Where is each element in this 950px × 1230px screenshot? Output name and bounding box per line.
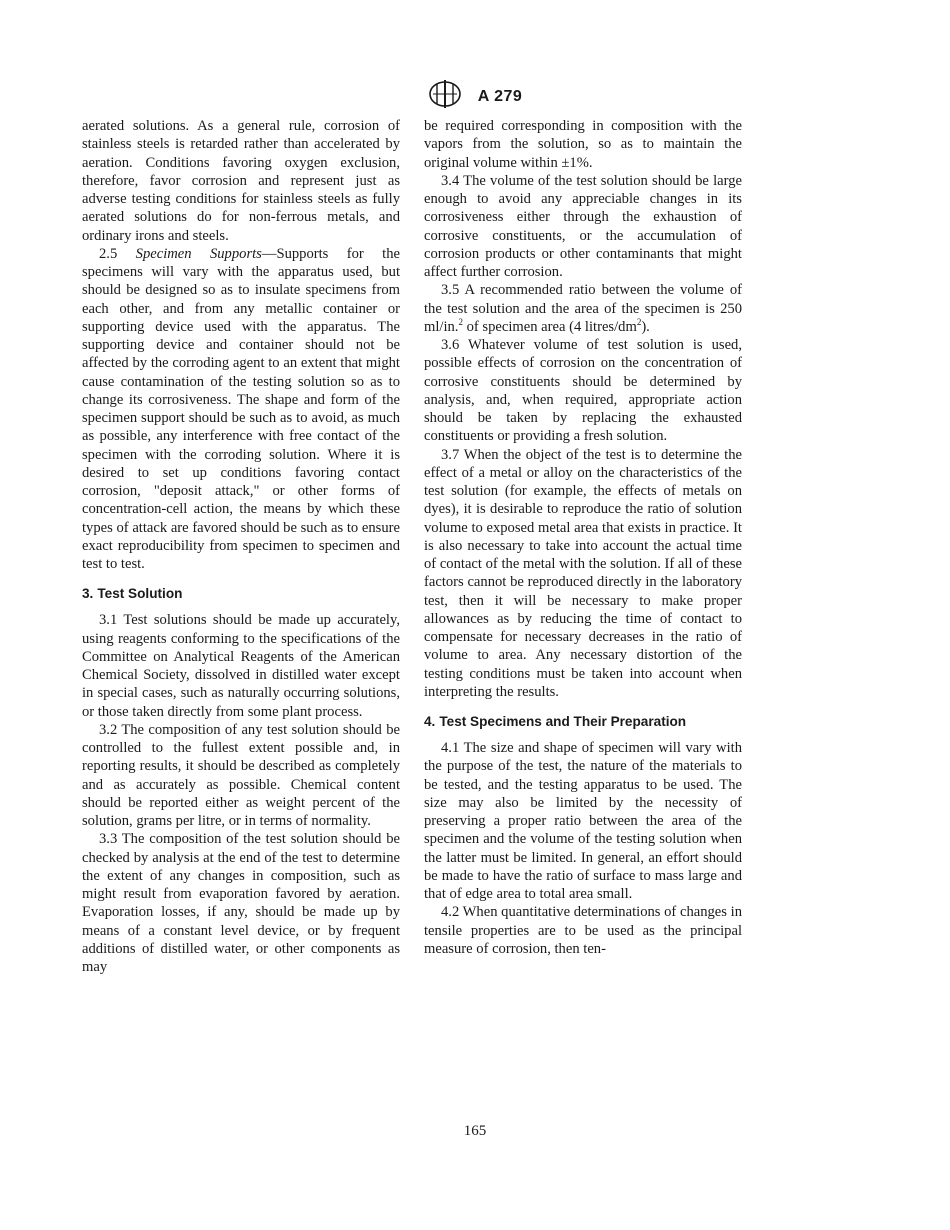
- paragraph-4-2: 4.2 When quantitative determinations of changes in tensile properties are to be used as the principal measure of corrosion, then ten-: [424, 904, 742, 957]
- standard-designation: A 279: [477, 87, 523, 105]
- paragraph-text: of specimen area (4 litres/dm: [462, 318, 637, 335]
- section-number: 4.: [424, 714, 436, 729]
- page-header: [0, 80, 950, 113]
- right-column: [424, 117, 742, 958]
- paragraph-4-1: 4.1 The size and shape of specimen will vary with the purpose of the test, the nature of the materials to be tested, and the testing apparatus to be used. The size may also be limited by the necessity of preserving a proper ratio between the area of the specimen and the volume of the testing solution when the latter must be limited. In general, an effort should be made to have the ratio of surface to mass large and that of edge area to total area small.: [424, 740, 742, 902]
- superscript: 2: [458, 316, 463, 327]
- left-column: [82, 117, 400, 976]
- subsection-title: Specimen Supports: [135, 245, 262, 262]
- paragraph-3-3: 3.3 The composition of the test solution should be checked by analysis at the end of the test to determine the extent of any changes in composition, such as might result from evaporation favored by aeration. Evaporation losses, if any, should be made up by means of a constant level device, or by frequent additions of distilled water, or other components as may: [82, 831, 400, 975]
- paragraph-text: —Supports for the specimens will vary with the apparatus used, but should be designed so as to insulate specimens from each other, and from any metallic container or supporting device used with the apparatus. The supporting device and container should not be affected by the corroding agent to an extent that might cause contamination of the testing solution so as to change its corrosiveness. The shape and form of the specimen support should be such as to avoid, as much as possible, any interference with free contact of the specimen with the corroding solution. Where it is desired to set up conditions favoring contact corrosion, "deposit attack," or other forms of concentration-cell action, the means by which these types of attack are favored should be such as to ensure exact reproducibility from specimen to specimen and test to test.: [82, 245, 401, 572]
- section-title: Test Specimens and Their Preparation: [439, 714, 687, 729]
- paragraph-text: 3.5 A recommended ratio between the volume of the test solution and the area of the specimen is 250 ml/in.: [424, 282, 742, 335]
- paragraph-text: ).: [641, 318, 650, 335]
- paragraph-number: 2.5: [99, 245, 118, 262]
- paragraph-3-5: [424, 281, 742, 336]
- paragraph-continued: be required corresponding in composition with the vapors from the solution, so as to maintain the original volume within ±1%.: [424, 118, 742, 171]
- paragraph-2-5: [82, 245, 400, 574]
- paragraph-continued: aerated solutions. As a general rule, corrosion of stainless steels is retarded rather than accelerated by aeration. Conditions favoring oxygen exclusion, therefore, favor corrosion and represent just as adverse testing conditions for stainless steels as fully aerated solutions do for non-ferrous metals, and ordinary irons and steels.: [82, 118, 400, 244]
- page-number: 165: [463, 1123, 487, 1139]
- paragraph-3-1: 3.1 Test solutions should be made up accurately, using reagents conforming to the specifications of the Committee on Analytical Reagents of the American Chemical Society, dissolved in distilled water except in special cases, such as naturally occurring solutions, or those taken directly from some plant process.: [82, 612, 400, 720]
- section-heading-4: [424, 713, 742, 731]
- paragraph-3-6: 3.6 Whatever volume of test solution is used, possible effects of corrosion on the concentration of corrosive constituents should be determined by analysis, and, when required, appropriate action should be taken by replacing the exhausted constituents or providing a fresh solution.: [424, 337, 742, 445]
- astm-logo-icon: [428, 80, 462, 113]
- superscript: 2: [636, 316, 642, 327]
- section-number: 3.: [82, 586, 94, 602]
- section-heading-3: [82, 585, 400, 603]
- section-title: Test Solution: [97, 586, 183, 602]
- paragraph-3-4: 3.4 The volume of the test solution should be large enough to avoid any appreciable changes in its corrosiveness either through the exhaustion of corrosive constituents, or the accumulation of corrosion products or other contaminants that might affect further corrosion.: [424, 172, 742, 280]
- paragraph-3-2: 3.2 The composition of any test solution should be controlled to the fullest extent possible and, in reporting results, it should be described as completely and as accurately as possible. Chemical content should be reported either as weight percent of the solution, grams per litre, or in terms of normality.: [82, 721, 400, 829]
- paragraph-3-7: 3.7 When the object of the test is to determine the effect of a metal or alloy on the characteristics of the test solution (for example, the effects of metals on dyes), it is desirable to reproduce the ratio of solution volume to exposed metal area that exists in practice. It is also necessary to take into account the actual time of contact of the metal with the solution. If all of these factors cannot be reproduced directly in the laboratory test, then it will be necessary to make proper allowances as by reducing the time of contact to compensate for necessary decreases in the ratio of volume to area. Any necessary distortion of the testing conditions must be taken into account when interpreting the results.: [424, 446, 742, 700]
